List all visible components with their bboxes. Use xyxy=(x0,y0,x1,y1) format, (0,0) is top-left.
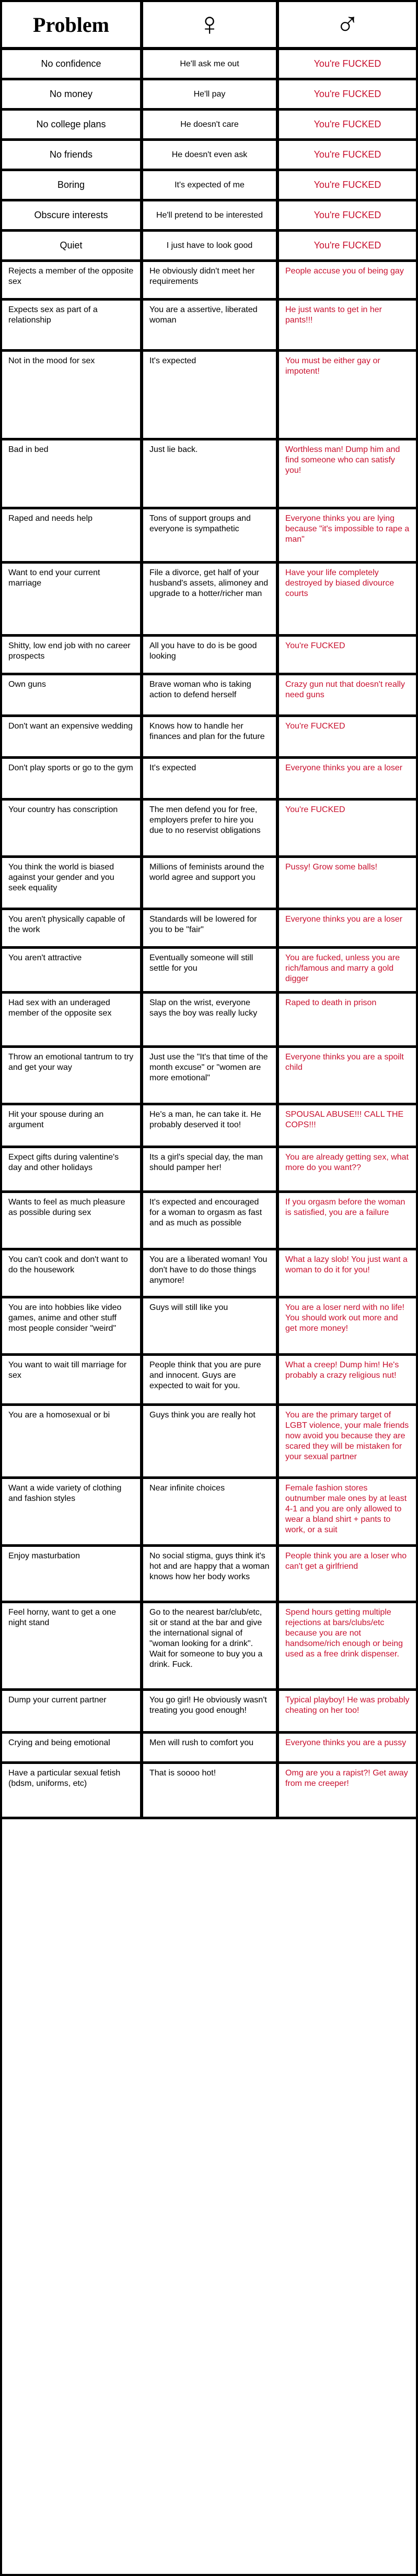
problem-title: Problem xyxy=(33,13,109,37)
female-cell: The men defend you for free, employers prefer to hire you due to no reservist obligations xyxy=(143,801,279,855)
male-cell: Female fashion stores outnumber male ones by at least 4-1 and you are only allowed to wear a bland shirt + pants to work, or a suit xyxy=(285,1484,407,1534)
table-row xyxy=(2,994,416,1048)
problem-cell: Enjoy masturbation xyxy=(2,1547,143,1601)
female-cell: He's a man, he can take it. He probably deserved it too! xyxy=(143,1105,279,1146)
male-cell: SPOUSAL ABUSE!!! CALL THE COPS!!! xyxy=(285,1110,404,1129)
male-cell: You must be either gay or impotent! xyxy=(285,356,380,376)
problem-cell: Expects sex as part of a relationship xyxy=(2,301,143,349)
female-cell: Near infinite choices xyxy=(143,1479,279,1544)
problem-cell: Want a wide variety of clothing and fashion styles xyxy=(2,1479,143,1544)
problem-cell: You think the world is biased against your gender and you seek equality xyxy=(2,858,143,908)
male-cell: You're FUCKED xyxy=(314,119,381,130)
male-cell: Everyone thinks you are a loser xyxy=(285,915,403,924)
problem-cell: You want to wait till marriage for sex xyxy=(2,1356,143,1403)
female-cell: Just lie back. xyxy=(143,440,279,507)
problem-cell: Shitty, low end job with no career prospects xyxy=(2,637,143,673)
female-cell: I just have to look good xyxy=(143,232,279,259)
male-cell: Raped to death in prison xyxy=(285,998,377,1007)
male-cell: Pussy! Grow some balls! xyxy=(285,863,378,872)
female-cell: He'll ask me out xyxy=(143,50,279,78)
male-cell: You're FUCKED xyxy=(314,89,381,100)
table-row xyxy=(2,1691,416,1734)
problem-cell: Don't play sports or go to the gym xyxy=(2,759,143,798)
problem-cell: Hit your spouse during an argument xyxy=(2,1105,143,1146)
male-cell: You are the primary target of LGBT violence, your male friends now avoid you because they are scared they will be mistaken for your sexual partner xyxy=(285,1411,409,1461)
problem-cell: Want to end your current marriage xyxy=(2,564,143,634)
problem-cell: No money xyxy=(2,80,143,108)
female-cell: Men will rush to comfort you xyxy=(143,1734,279,1761)
table-row xyxy=(2,1148,416,1193)
female-cell: File a divorce, get half of your husband's assets, alimoney and upgrade to a hotter/richer man xyxy=(143,564,279,634)
male-cell: Everyone thinks you are a loser xyxy=(285,764,403,772)
table-row xyxy=(2,440,416,509)
problem-cell: You aren't attractive xyxy=(2,949,143,991)
male-cell: Typical playboy! He was probably cheating on her too! xyxy=(285,1696,410,1715)
female-cell: Slap on the wrist, everyone says the boy was really lucky xyxy=(143,994,279,1045)
table-row xyxy=(2,262,416,301)
male-cell: Everyone thinks you are a spoilt child xyxy=(285,1053,404,1072)
female-cell: He'll pretend to be interested xyxy=(143,201,279,229)
table-row xyxy=(2,1406,416,1479)
female-cell: Tons of support groups and everyone is sympathetic xyxy=(143,509,279,561)
table-row xyxy=(2,1764,416,1819)
female-cell: He obviously didn't meet her requirements xyxy=(143,262,279,298)
problem-cell: Rejects a member of the opposite sex xyxy=(2,262,143,298)
table-row xyxy=(2,1105,416,1148)
male-symbol-icon: ♂ xyxy=(335,6,360,42)
table-row xyxy=(2,717,416,759)
female-cell: He'll pay xyxy=(143,80,279,108)
male-cell: Crazy gun nut that doesn't really need guns xyxy=(285,680,405,699)
table-row xyxy=(2,564,416,637)
table-row xyxy=(2,1250,416,1298)
female-cell: Just use the "It's that time of the month excuse" or "women are more emotional" xyxy=(143,1048,279,1103)
table-body xyxy=(2,50,416,1819)
male-cell: You're FUCKED xyxy=(285,805,345,814)
table-row xyxy=(2,801,416,858)
problem-cell: You aren't physically capable of the work xyxy=(2,910,143,946)
male-cell: You are fucked, unless you are rich/famous and marry a gold digger xyxy=(285,953,400,983)
male-cell: You're FUCKED xyxy=(314,180,381,190)
female-cell: It's expected xyxy=(143,759,279,798)
female-cell: He doesn't even ask xyxy=(143,141,279,169)
female-cell: All you have to do is be good looking xyxy=(143,637,279,673)
table-row xyxy=(2,1479,416,1547)
table-row xyxy=(2,509,416,564)
problem-cell: Raped and needs help xyxy=(2,509,143,561)
male-header xyxy=(279,2,416,47)
table-header xyxy=(2,0,416,50)
male-cell: Omg are you a rapist?! Get away from me creeper! xyxy=(285,1769,408,1788)
problem-cell: Expect gifts during valentine's day and other holidays xyxy=(2,1148,143,1190)
male-cell: You're FUCKED xyxy=(314,240,381,251)
problem-cell: Quiet xyxy=(2,232,143,259)
problem-cell: Your country has conscription xyxy=(2,801,143,855)
male-cell: What a lazy slob! You just want a woman to do it for you! xyxy=(285,1255,408,1274)
male-cell: You are already getting sex, what more do you want?? xyxy=(285,1153,409,1172)
table-row xyxy=(2,232,416,262)
table-row xyxy=(2,352,416,440)
female-cell: That is soooo hot! xyxy=(143,1764,279,1817)
problem-cell: Wants to feel as much pleasure as possible during sex xyxy=(2,1193,143,1248)
male-cell: You are a loser nerd with no life! You should work out more and get more money! xyxy=(285,1303,404,1333)
female-cell: It's expected of me xyxy=(143,171,279,199)
table-row xyxy=(2,301,416,352)
table-row xyxy=(2,171,416,201)
problem-cell: Bad in bed xyxy=(2,440,143,507)
table-row xyxy=(2,1193,416,1250)
table-row xyxy=(2,949,416,994)
problem-cell: You are a homosexual or bi xyxy=(2,1406,143,1476)
female-cell: You go girl! He obviously wasn't treating you good enough! xyxy=(143,1691,279,1731)
problem-cell: Dump your current partner xyxy=(2,1691,143,1731)
female-cell: Eventually someone will still settle for you xyxy=(143,949,279,991)
male-cell: You're FUCKED xyxy=(314,149,381,160)
table-row xyxy=(2,111,416,141)
male-cell: You're FUCKED xyxy=(314,58,381,69)
female-cell: It's expected and encouraged for a woman to orgasm as fast and as much as possible xyxy=(143,1193,279,1248)
male-cell: He just wants to get in her pants!!! xyxy=(285,305,382,325)
table-row xyxy=(2,858,416,910)
problem-header xyxy=(2,2,143,47)
problem-cell: Boring xyxy=(2,171,143,199)
problem-cell: Own guns xyxy=(2,675,143,714)
table-row xyxy=(2,141,416,171)
problem-cell: Not in the mood for sex xyxy=(2,352,143,438)
problem-cell: You are into hobbies like video games, anime and other stuff most people consider "weird" xyxy=(2,1298,143,1353)
male-cell: Everyone thinks you are lying because "it's impossible to rape a man" xyxy=(285,514,410,544)
problem-cell: No college plans xyxy=(2,111,143,138)
female-symbol-icon: ♀ xyxy=(197,6,222,42)
female-header xyxy=(143,2,279,47)
problem-cell: You can't cook and don't want to do the housework xyxy=(2,1250,143,1296)
table-row xyxy=(2,1603,416,1691)
male-cell: Worthless man! Dump him and find someone who can satisfy you! xyxy=(285,445,400,475)
male-cell: Have your life completely destroyed by biased divource courts xyxy=(285,568,394,598)
female-cell: People think that you are pure and innocent. Guys are expected to wait for you. xyxy=(143,1356,279,1403)
female-cell: You are a liberated woman! You don't have to do those things anymore! xyxy=(143,1250,279,1296)
female-cell: You are a assertive, liberated woman xyxy=(143,301,279,349)
male-cell: If you orgasm before the woman is satisfied, you are a failure xyxy=(285,1198,405,1217)
female-cell: Millions of feminists around the world agree and support you xyxy=(143,858,279,908)
table-row xyxy=(2,1298,416,1356)
problem-cell: Crying and being emotional xyxy=(2,1734,143,1761)
female-cell: Brave woman who is taking action to defend herself xyxy=(143,675,279,714)
table-row xyxy=(2,80,416,111)
problem-cell: Throw an emotional tantrum to try and get your way xyxy=(2,1048,143,1103)
male-cell: Spend hours getting multiple rejections at bars/clubs/etc because you are not handsome/rich enough or being used as a free drink dispenser. xyxy=(285,1608,403,1659)
female-cell: Its a girl's special day, the man should pamper her! xyxy=(143,1148,279,1190)
male-cell: You're FUCKED xyxy=(285,641,345,650)
problem-cell: Obscure interests xyxy=(2,201,143,229)
table-row xyxy=(2,910,416,949)
table-row xyxy=(2,759,416,801)
problem-cell: Have a particular sexual fetish (bdsm, uniforms, etc) xyxy=(2,1764,143,1817)
table-row xyxy=(2,1734,416,1764)
female-cell: It's expected xyxy=(143,352,279,438)
table-row xyxy=(2,50,416,80)
problem-cell: Don't want an expensive wedding xyxy=(2,717,143,756)
male-cell: People accuse you of being gay xyxy=(285,267,404,276)
table-row xyxy=(2,1048,416,1105)
male-cell: Everyone thinks you are a pussy xyxy=(285,1738,407,1747)
table-row xyxy=(2,637,416,675)
problem-cell: Had sex with an underaged member of the opposite sex xyxy=(2,994,143,1045)
table-row xyxy=(2,1547,416,1603)
male-cell: What a creep! Dump him! He's probably a crazy religious nut! xyxy=(285,1361,399,1380)
male-cell: People think you are a loser who can't get a girlfriend xyxy=(285,1552,407,1571)
female-cell: Guys will still like you xyxy=(143,1298,279,1353)
problem-cell: No friends xyxy=(2,141,143,169)
male-cell: You're FUCKED xyxy=(314,210,381,221)
table-row xyxy=(2,1356,416,1406)
female-cell: Guys think you are really hot xyxy=(143,1406,279,1476)
female-cell: He doesn't care xyxy=(143,111,279,138)
problem-cell: No confidence xyxy=(2,50,143,78)
table-row xyxy=(2,675,416,717)
female-cell: Standards will be lowered for you to be "fair" xyxy=(143,910,279,946)
male-cell: You're FUCKED xyxy=(285,722,345,731)
female-cell: Go to the nearest bar/club/etc, sit or stand at the bar and give the international signal of "woman looking for a drink". Wait for someone to buy you a drink. Fuck. xyxy=(143,1603,279,1688)
female-cell: No social stigma, guys think it's hot and are happy that a woman knows how her body works xyxy=(143,1547,279,1601)
table-row xyxy=(2,201,416,232)
problem-cell: Feel horny, want to get a one night stand xyxy=(2,1603,143,1688)
female-cell: Knows how to handle her finances and plan for the future xyxy=(143,717,279,756)
